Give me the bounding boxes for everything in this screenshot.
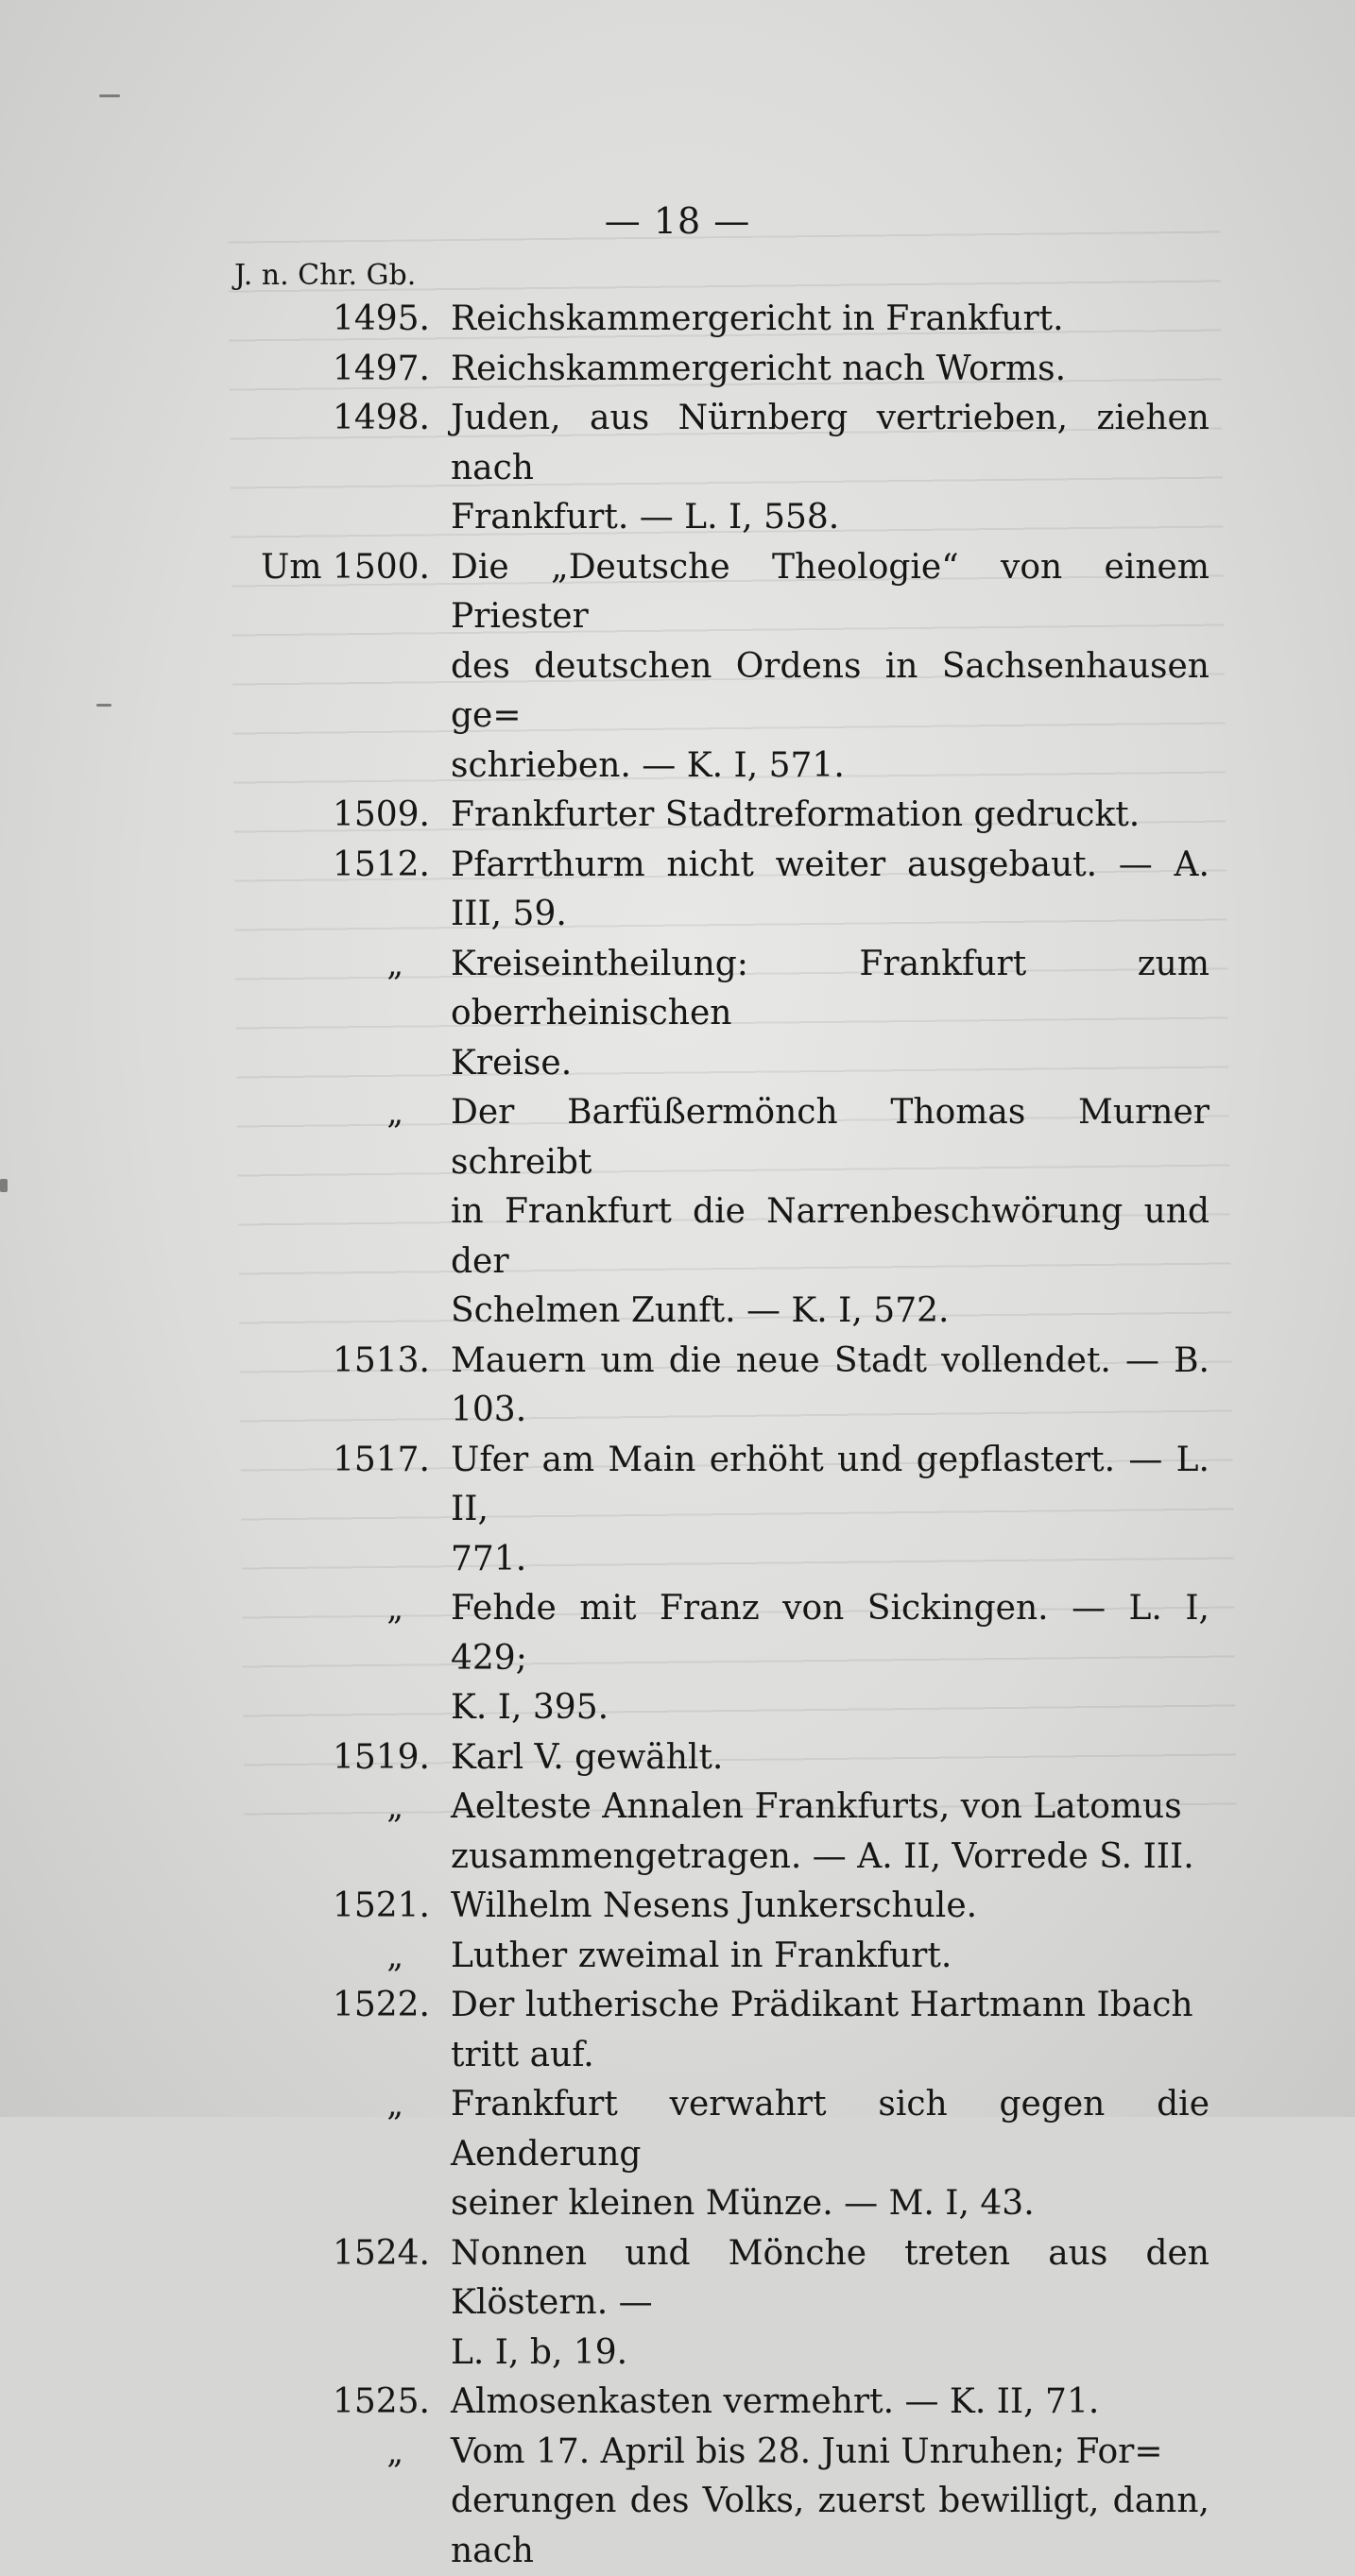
entry-text — [451, 1337, 1209, 1436]
entry-year-ditto: „ — [227, 1783, 430, 1833]
entry-line: Die „Deutsche Theologie“ von einem Priester — [451, 548, 1209, 637]
entry-text — [451, 1436, 1209, 1585]
chronology-entry — [227, 1981, 1209, 2080]
margin-mark — [99, 94, 120, 97]
entry-text — [451, 2378, 1209, 2428]
chronology-entry — [227, 2378, 1209, 2428]
chronology-entry — [227, 1337, 1209, 1436]
chronology-list — [227, 295, 1209, 2576]
column-header: J. n. Chr. Gb. — [234, 259, 416, 292]
entry-line: seiner kleinen Münze. — M. I, 43. — [451, 2184, 1035, 2223]
entry-line: Ufer am Main erhöht und gepflastert. — L. II, — [451, 1441, 1209, 1529]
entry-year: Um 1500. — [227, 543, 430, 593]
chronology-entry — [227, 1733, 1209, 1783]
entry-line: tritt auf. — [451, 2036, 594, 2074]
entry-year: 1517. — [227, 1436, 430, 1486]
entry-line: L. I, b, 19. — [451, 2333, 627, 2372]
entry-text — [451, 940, 1209, 1089]
entry-line: Der lutherische Prädikant Hartmann Ibach — [451, 1986, 1193, 2024]
entry-line: in Frankfurt die Narrenbeschwörung und der — [451, 1192, 1209, 1281]
chronology-entry — [227, 791, 1209, 841]
chronology-entry — [227, 2080, 1209, 2229]
chronology-entry — [227, 1436, 1209, 1585]
entry-text — [451, 1882, 1209, 1932]
entry-line: Frankfurt. — L. I, 558. — [451, 498, 839, 537]
entry-line: Luther zweimal in Frankfurt. — [451, 1936, 952, 1975]
entry-line: Frankfurter Stadtreformation gedruckt. — [451, 795, 1140, 834]
entry-line: Reichskammergericht nach Worms. — [451, 350, 1066, 388]
entry-year: 1495. — [227, 295, 430, 345]
chronology-entry — [227, 394, 1209, 543]
entry-year: 1524. — [227, 2229, 430, 2279]
chronology-entry — [227, 940, 1209, 1089]
entry-text — [451, 394, 1209, 543]
chronology-entry — [227, 841, 1209, 940]
entry-line: Juden, aus Nürnberg vertrieben, ziehen nach — [451, 399, 1209, 487]
entry-text — [451, 791, 1209, 841]
entry-year-ditto: „ — [227, 2428, 430, 2478]
page-number: — 18 — — [0, 200, 1355, 242]
entry-line: Kreise. — [451, 1044, 572, 1083]
chronology-entry — [227, 1882, 1209, 1932]
entry-line: Reichskammergericht in Frankfurt. — [451, 299, 1064, 338]
entry-text — [451, 1088, 1209, 1337]
entry-line: Der Barfüßermönch Thomas Murner schreibt — [451, 1093, 1209, 1182]
entry-text — [451, 543, 1209, 792]
entry-line: Vom 17. April bis 28. Juni Unruhen; For= — [451, 2432, 1163, 2471]
entry-line: Nonnen und Mönche treten aus den Klöstern. — — [451, 2234, 1209, 2323]
entry-text — [451, 1733, 1209, 1783]
entry-line: des deutschen Ordens in Sachsenhausen ge= — [451, 647, 1209, 736]
entry-line: schrieben. — K. I, 571. — [451, 746, 845, 785]
entry-line: Mauern um die neue Stadt vollendet. — B. 103. — [451, 1341, 1209, 1430]
entry-line: Wilhelm Nesens Junkerschule. — [451, 1886, 977, 1925]
entry-text — [451, 1981, 1209, 2080]
entry-line: Almosenkasten vermehrt. — K. II, 71. — [451, 2382, 1099, 2421]
entry-year-ditto: „ — [227, 940, 430, 990]
entry-line: Fehde mit Franz von Sickingen. — L. I, 429; — [451, 1589, 1209, 1678]
entry-line: zusammengetragen. — A. II, Vorrede S. III. — [451, 1837, 1194, 1876]
entry-text — [451, 1783, 1209, 1882]
chronology-entry — [227, 2428, 1209, 2576]
entry-line: Pfarrthurm nicht weiter ausgebaut. — A. III, 59. — [451, 845, 1209, 934]
chronology-entry — [227, 345, 1209, 395]
entry-text — [451, 2428, 1209, 2576]
entry-year-ditto: „ — [227, 1088, 430, 1138]
entry-year: 1519. — [227, 1733, 430, 1783]
entry-line: Schelmen Zunft. — K. I, 572. — [451, 1291, 949, 1330]
entry-year-ditto: „ — [227, 2080, 430, 2130]
entry-line: Frankfurt verwahrt sich gegen die Aenderung — [451, 2085, 1209, 2174]
entry-year: 1509. — [227, 791, 430, 841]
chronology-entry — [227, 1088, 1209, 1337]
entry-year: 1512. — [227, 841, 430, 891]
entry-text — [451, 345, 1209, 395]
margin-mark — [96, 704, 111, 707]
entry-year-ditto: „ — [227, 1932, 430, 1982]
entry-line: derungen des Volks, zuerst bewilligt, dann, nach — [451, 2482, 1209, 2570]
entry-year: 1498. — [227, 394, 430, 444]
entry-text — [451, 1584, 1209, 1733]
entry-text — [451, 295, 1209, 345]
margin-mark — [0, 1179, 8, 1192]
entry-line: Aelteste Annalen Frankfurts, von Latomus — [451, 1787, 1182, 1826]
entry-line: Kreiseintheilung: Frankfurt zum oberrheinischen — [451, 945, 1209, 1033]
entry-year-ditto: „ — [227, 1584, 430, 1634]
chronology-entry — [227, 1932, 1209, 1982]
entry-year: 1522. — [227, 1981, 430, 2031]
entry-year: 1513. — [227, 1337, 430, 1387]
chronology-entry — [227, 295, 1209, 345]
chronology-entry — [227, 1783, 1209, 1882]
chronology-entry — [227, 1584, 1209, 1733]
entry-line: K. I, 395. — [451, 1688, 609, 1727]
entry-line: Karl V. gewählt. — [451, 1738, 723, 1777]
entry-text — [451, 2229, 1209, 2379]
entry-year: 1521. — [227, 1882, 430, 1932]
entry-text — [451, 1932, 1209, 1982]
entry-text — [451, 2080, 1209, 2229]
entry-year: 1525. — [227, 2378, 430, 2428]
entry-line: 771. — [451, 1540, 526, 1578]
chronology-entry — [227, 2229, 1209, 2379]
entry-year: 1497. — [227, 345, 430, 395]
entry-text — [451, 841, 1209, 940]
chronology-entry — [227, 543, 1209, 792]
